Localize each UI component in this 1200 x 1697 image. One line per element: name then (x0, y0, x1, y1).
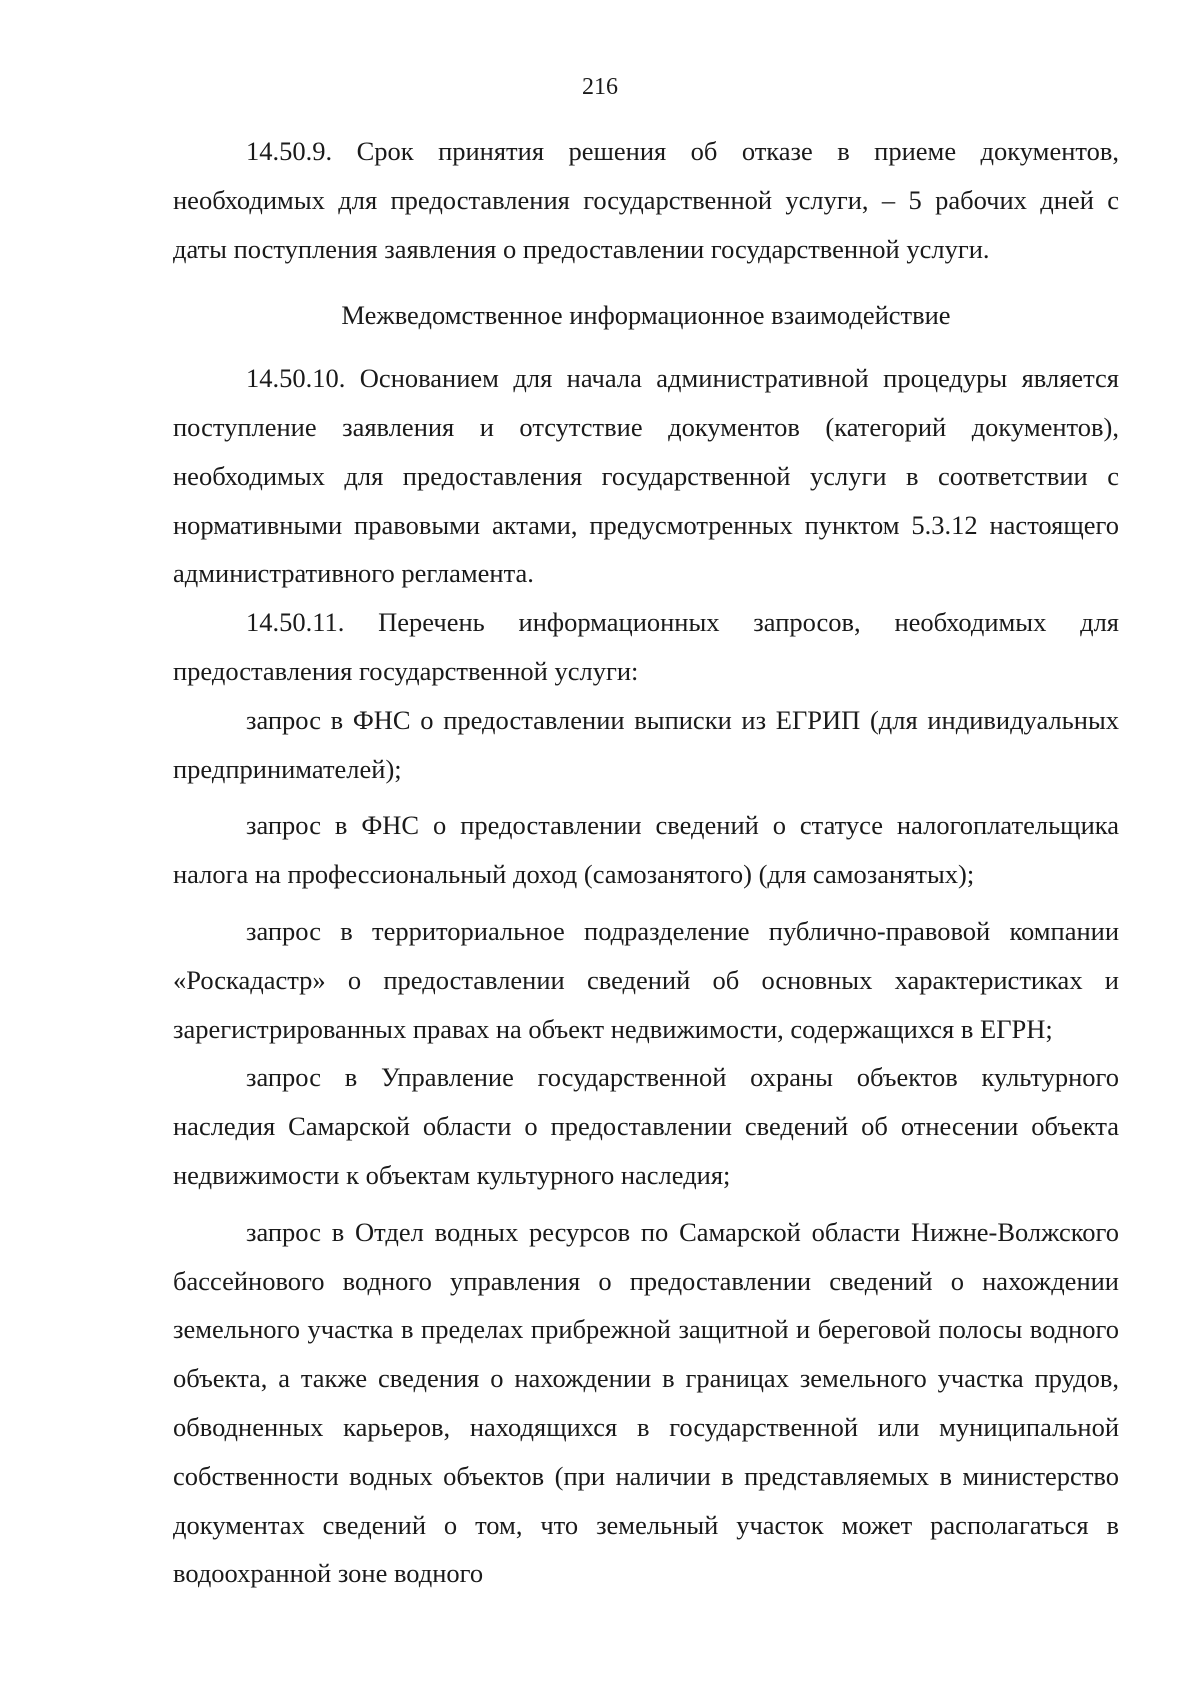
paragraph-14-50-11: 14.50.11. Перечень информационных запросов, необходимых для предоставления государственной услуги: (173, 607, 1119, 686)
section-heading: Межведомственное информационное взаимодействие (341, 300, 951, 331)
paragraph-14-50-9: 14.50.9. Срок принятия решения об отказе в приеме документов, необходимых для предоставления государственной услуги, – 5 рабочих дней с даты поступления заявления о предоставлении государственной услуги. (173, 136, 1119, 264)
document-body (173, 127, 1119, 1598)
list-item-request-roskadastr: запрос в территориальное подразделение публично-правовой компании «Роскадастр» о предоставлении сведений об основных характеристиках и зарегистрированных правах на объект недвижимости, содержащихся в ЕГРН; (173, 915, 1119, 1044)
list-item-request-cultural-heritage: запрос в Управление государственной охраны объектов культурного наследия Самарской области о предоставлении сведений об отнесении объекта недвижимости к объектам культурного наследия; (173, 1062, 1119, 1190)
list-item-request-self-employed: запрос в ФНС о предоставлении сведений о статусе налогоплательщика налога на профессиональный доход (самозанятого) (для самозанятых); (173, 810, 1119, 890)
list-item-request-egrip: запрос в ФНС о предоставлении выписки из ЕГРИП (для индивидуальных предпринимателей); (173, 704, 1119, 784)
list-item-request-water-resources: запрос в Отдел водных ресурсов по Самарской области Нижне-Волжского бассейнового водного управления о предоставлении сведений о нахождении земельного участка в пределах прибрежной защитной и береговой полосы водного объекта, а также сведения о нахождении в границах земельного участка прудов, обводненных карьеров, находящихся в государственной или муниципальной собственности водных объектов (при наличии в представляемых в министерство документах сведений о том, что земельный участок может располагаться в водоохранной зоне водного (173, 1216, 1119, 1589)
paragraph-14-50-10: 14.50.10. Основанием для начала административной процедуры является поступление заявления и отсутствие документов (категорий документов), необходимых для предоставления государственной услуги в соответствии с нормативными правовыми актами, предусмотренных пунктом 5.3.12 настоящего административного регламента. (173, 363, 1119, 589)
page-number: 216 (582, 74, 618, 100)
